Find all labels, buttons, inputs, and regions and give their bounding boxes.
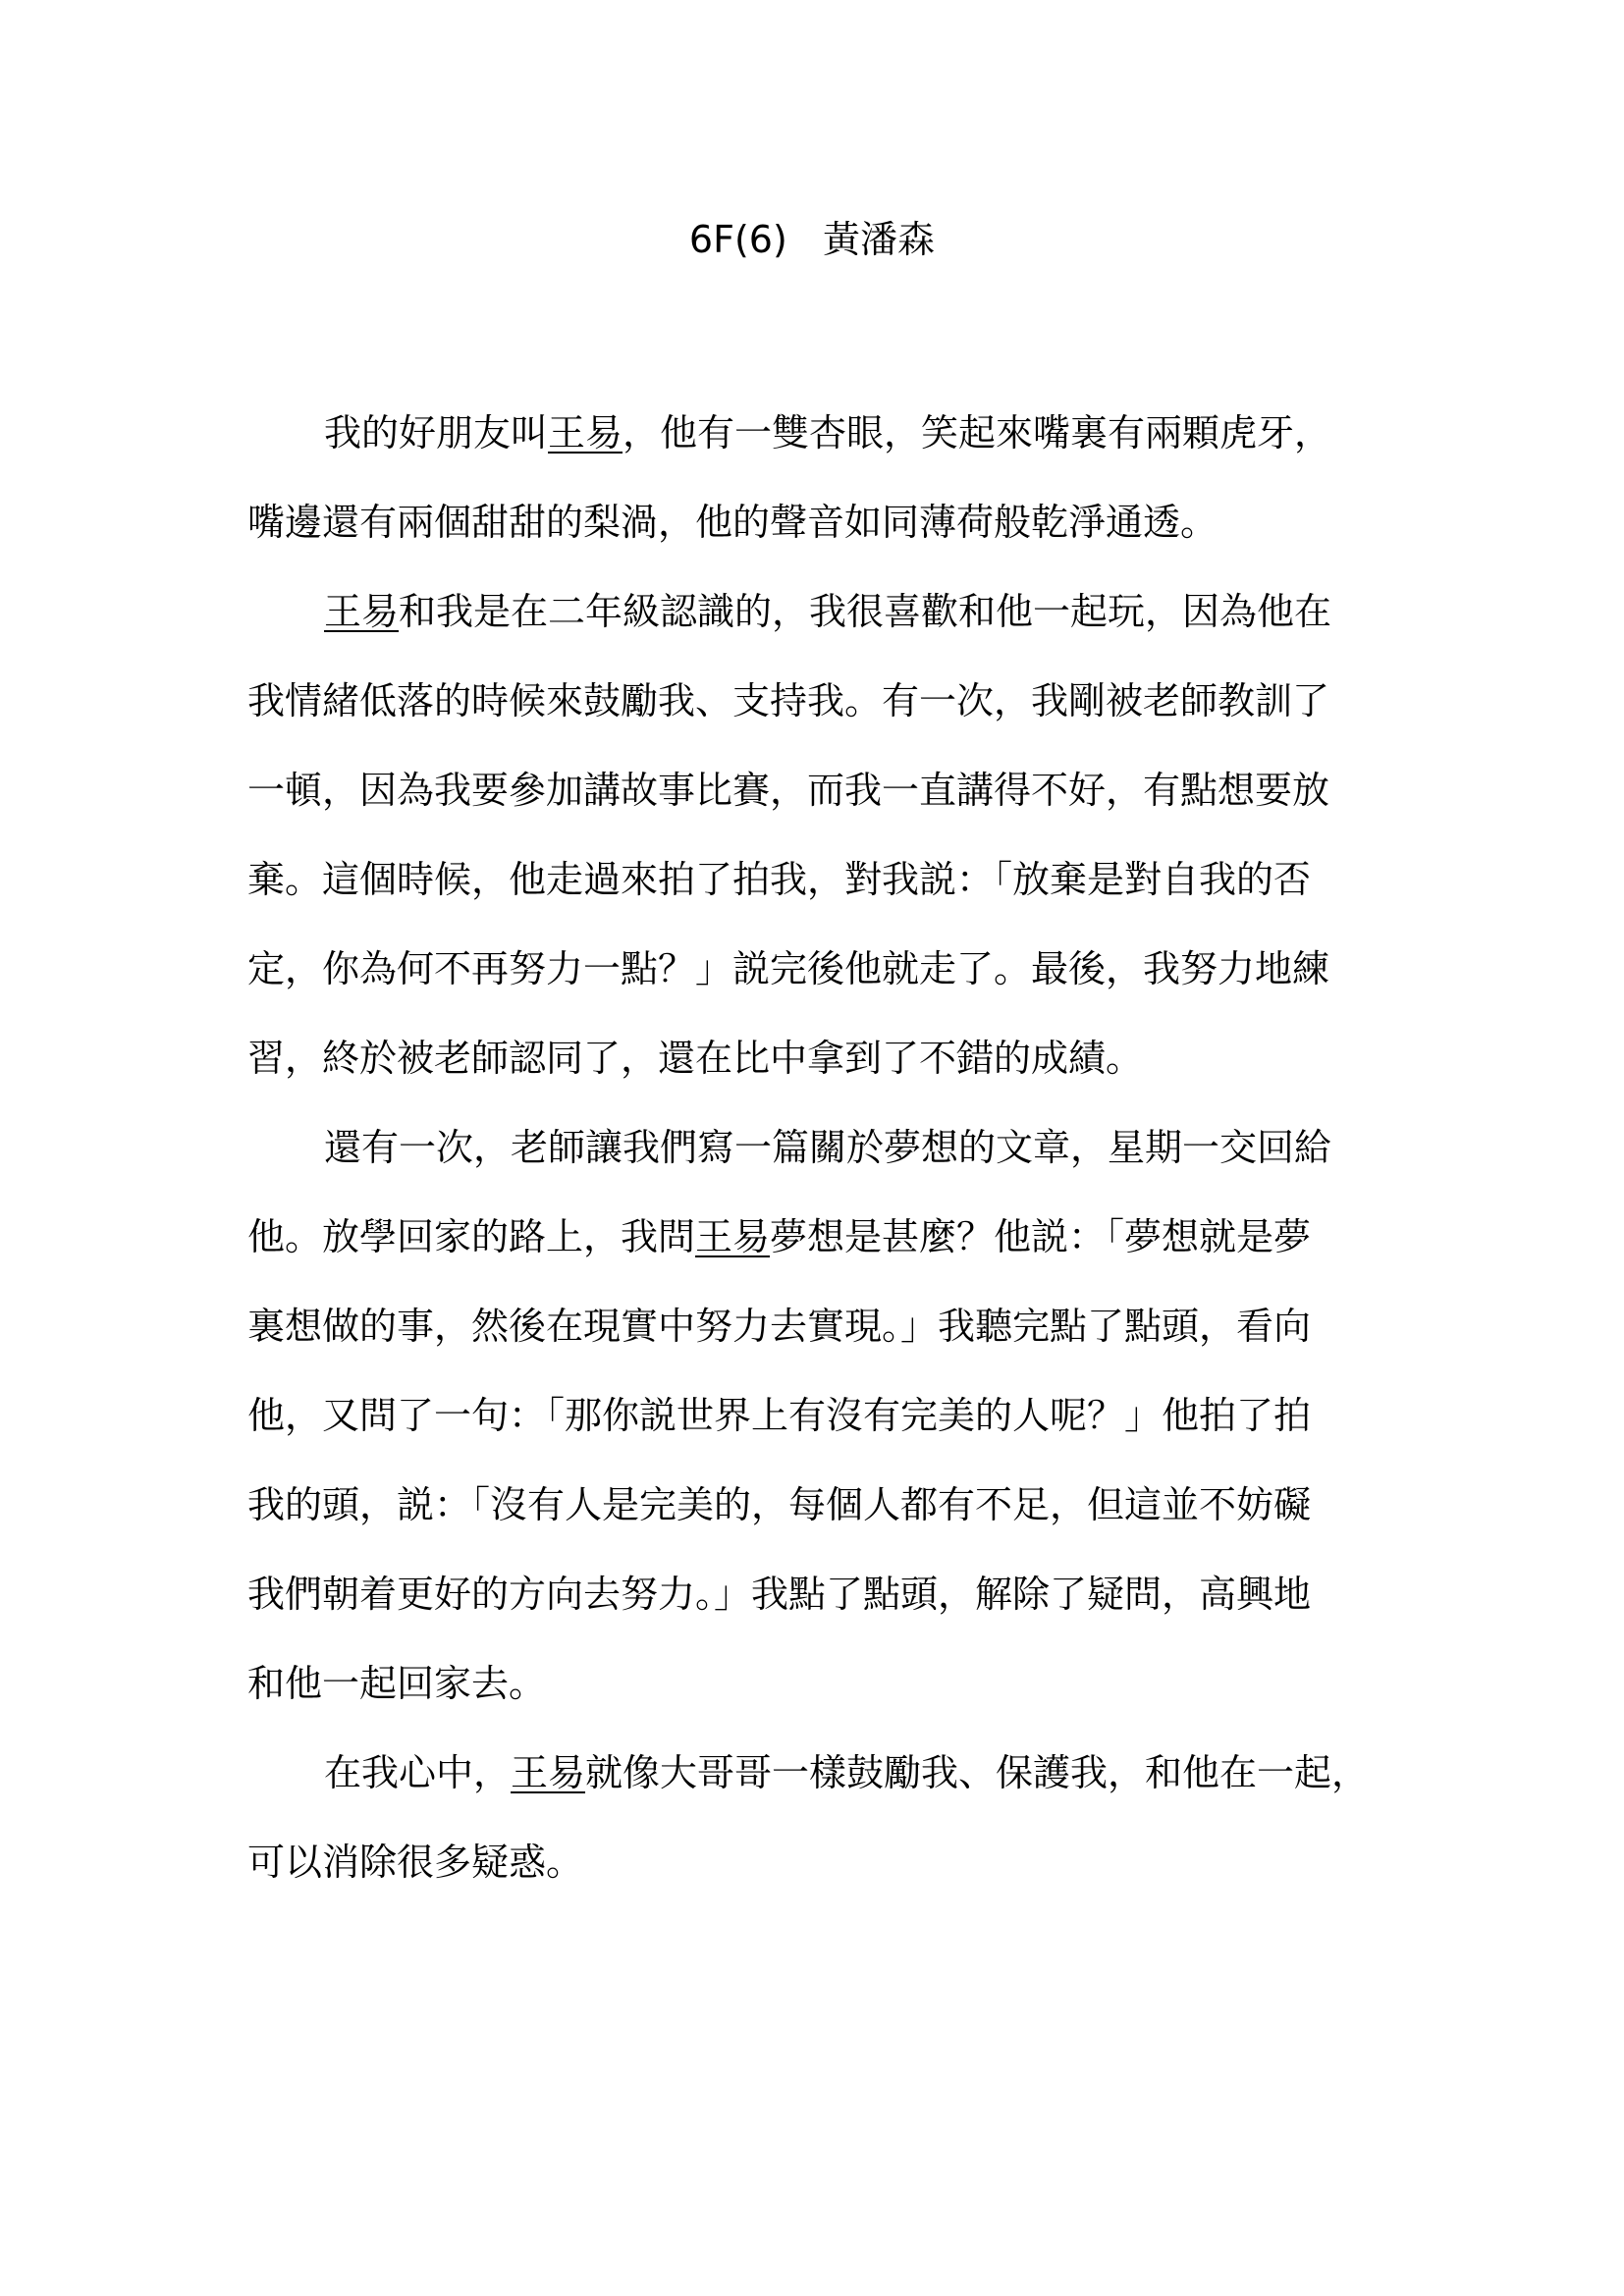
underlined-name: 王易 — [324, 590, 400, 633]
essay-line — [247, 835, 1426, 925]
page-header — [0, 214, 1624, 265]
text-segment: 習，終於被老師認同了，還在比中拿到了不錯的成績。 — [247, 1037, 1144, 1080]
essay-line — [247, 1550, 1426, 1639]
essay-line — [247, 1103, 1426, 1193]
essay-line — [247, 925, 1426, 1014]
text-segment: 定，你為何不再努力一點？」説完後他就走了。最後，我努力地練 — [247, 947, 1330, 990]
underlined-name: 王易 — [695, 1215, 771, 1258]
essay-line — [247, 1729, 1426, 1818]
text-segment: ，他有一雙杏眼，笑起來嘴裏有兩顆虎牙， — [623, 411, 1332, 454]
text-segment: 在我心中， — [324, 1751, 512, 1794]
text-segment: 裏想做的事，然後在現實中努力去實現。」我聽完點了點頭，看向 — [247, 1305, 1312, 1348]
text-segment: 我的頭，説：「沒有人是完美的，每個人都有不足，但這並不妨礙 — [247, 1483, 1312, 1526]
essay-line — [247, 746, 1426, 835]
underlined-name: 王易 — [511, 1751, 586, 1794]
text-segment: 我的好朋友叫 — [324, 411, 549, 454]
text-segment: 嘴邊還有兩個甜甜的梨渦，他的聲音如同薄荷般乾淨通透。 — [247, 501, 1218, 544]
essay-line — [247, 657, 1426, 746]
essay-line — [247, 1639, 1426, 1729]
essay-line — [247, 1818, 1426, 1907]
text-segment: 一頓，因為我要參加講故事比賽，而我一直講得不好，有點想要放 — [247, 769, 1330, 812]
text-segment: 我情緒低落的時候來鼓勵我、支持我。有一次，我剛被老師教訓了 — [247, 679, 1330, 722]
text-segment: 可以消除很多疑惑。 — [247, 1841, 584, 1884]
essay-line — [247, 478, 1426, 567]
essay-line — [247, 1193, 1426, 1282]
author-name: 黃潘森 — [823, 218, 936, 261]
text-segment: 和他一起回家去。 — [247, 1662, 547, 1705]
text-segment: 夢想是甚麼？他説：「夢想就是夢 — [770, 1215, 1312, 1258]
essay-line — [247, 1282, 1426, 1371]
text-segment: 和我是在二年級認識的，我很喜歡和他一起玩，因為他在 — [399, 590, 1332, 633]
text-segment: 我們朝着更好的方向去努力。」我點了點頭，解除了疑問，高興地 — [247, 1573, 1312, 1616]
essay-line — [247, 567, 1426, 657]
text-segment: 就像大哥哥一樣鼓勵我、保護我，和他在一起， — [585, 1751, 1370, 1794]
essay-line — [247, 1014, 1426, 1103]
text-segment: 他。放學回家的路上，我問 — [247, 1215, 696, 1258]
text-segment: 棄。這個時候，他走過來拍了拍我，對我説：「放棄是對自我的否 — [247, 858, 1312, 901]
essay-line — [247, 1461, 1426, 1550]
essay-body — [247, 389, 1426, 1907]
class-label: 6F(6) — [688, 218, 787, 261]
essay-line — [247, 389, 1426, 478]
text-segment: 他，又問了一句：「那你説世界上有沒有完美的人呢？」他拍了拍 — [247, 1394, 1312, 1437]
underlined-name: 王易 — [548, 411, 623, 454]
essay-line — [247, 1371, 1426, 1461]
text-segment: 還有一次，老師讓我們寫一篇關於夢想的文章，星期一交回給 — [324, 1126, 1332, 1169]
